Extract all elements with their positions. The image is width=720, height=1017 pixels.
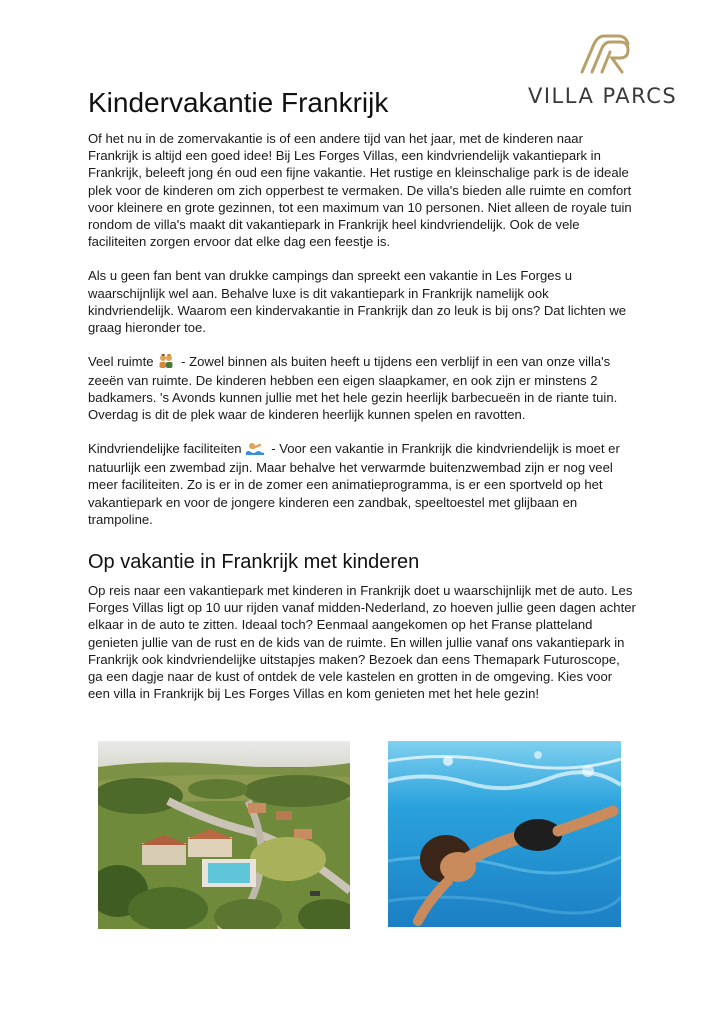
ruimte-body: - Zowel binnen als buiten heeft u tijdens een verblijf in een van onze villa's zeeën van ruimte. De kinderen hebben een eigen slaapkamer, en ook zijn er minstens 2 badkamers. 's Avonds kunnen jullie met het hele gezin heerlijk barbecueën in de riante tuin. Overdag is dit de plek waar de kinderen heerlijk kunnen spelen en ravotten. <box>88 354 618 423</box>
intro-paragraph: Of het nu in de zomervakantie is of een andere tijd van het jaar, met de kinderen naar Frankrijk is altijd een goed idee! Bij Les Forges Villas, een kindvriendelijk vakantiepark in Frankrijk, beleeft jong én oud een fijne vakantie. Het rustige en kleinschalige park is de ideale plek voor de kinderen om zich opperbest te vermaken. De villa's bieden alle ruimte en comfort voor kleinere en grote gezinnen, tot een maximum van 10 personen. Niet alleen de royale tuin rondom de villa's maakt dit vakantiepark in Frankrijk heel kindvriendelijk. Ook de vele faciliteiten zorgen ervoor dat elke dag een feestje is. <box>88 131 632 250</box>
logo-brand-text: VILLA PARCS <box>528 84 678 108</box>
family-emoji-icon <box>158 354 174 372</box>
page-title: Kindervakantie Frankrijk <box>88 87 389 118</box>
campings-paragraph: Als u geen fan bent van drukke campings dan spreekt een vakantie in Les Forges u waarschijnlijk wel aan. Behalve luxe is dit vakantiepark in Frankrijk namelijk ook kindvriendelijk. Waarom een kindervakantie in Frankrijk dan zo leuk is bij ons? Dat lichten we graag hieronder toe. <box>88 268 627 336</box>
section-heading: Op vakantie in Frankrijk met kinderen <box>88 550 420 573</box>
ruimte-paragraph <box>88 353 636 423</box>
aerial-park-photo <box>98 741 350 929</box>
faciliteiten-body: - Voor een vakantie in Frankrijk die kindvriendelijk is moet er natuurlijk een zwembad zijn. Maar behalve het verwarmde buitenzwembad zijn er nog veel meer faciliteiten. Zo is er in de zomer een animatieprogramma, is er een sportveld op het vakantiepark en voor de jongere kinderen een zandbak, speeltoestel met glijbaan en trampoline. <box>88 441 620 527</box>
faciliteiten-paragraph <box>88 440 636 527</box>
section-paragraph: Op reis naar een vakantiepark met kinderen in Frankrijk doet u waarschijnlijk met de auto. Les Forges Villas ligt op 10 uur rijden vanaf midden-Nederland, zo hoeven jullie geen dagen achter elkaar in de auto te zitten. Ideaal toch? Eenmaal aangekomen op het Franse platteland genieten jullie van de rust en de kids van de ruimte. En willen jullie vanaf ons vakantiepark in Frankrijk ook kindvriendelijke uitstapjes maken? Bezoek dan eens Themapark Futuroscope, ga een dagje naar de kust of ontdek de vele kastelen en grotten in de omgeving. Kies voor een villa in Frankrijk bij Les Forges Villas en kom genieten met het hele gezin! <box>88 582 636 702</box>
villa-parcs-logo-icon <box>578 30 640 76</box>
ruimte-lead: Veel ruimte <box>88 354 154 370</box>
document-body <box>88 86 636 719</box>
swimming-child-photo <box>388 741 621 927</box>
faciliteiten-lead: Kindvriendelijke faciliteiten <box>88 441 242 457</box>
swimmer-emoji-icon <box>246 441 264 459</box>
